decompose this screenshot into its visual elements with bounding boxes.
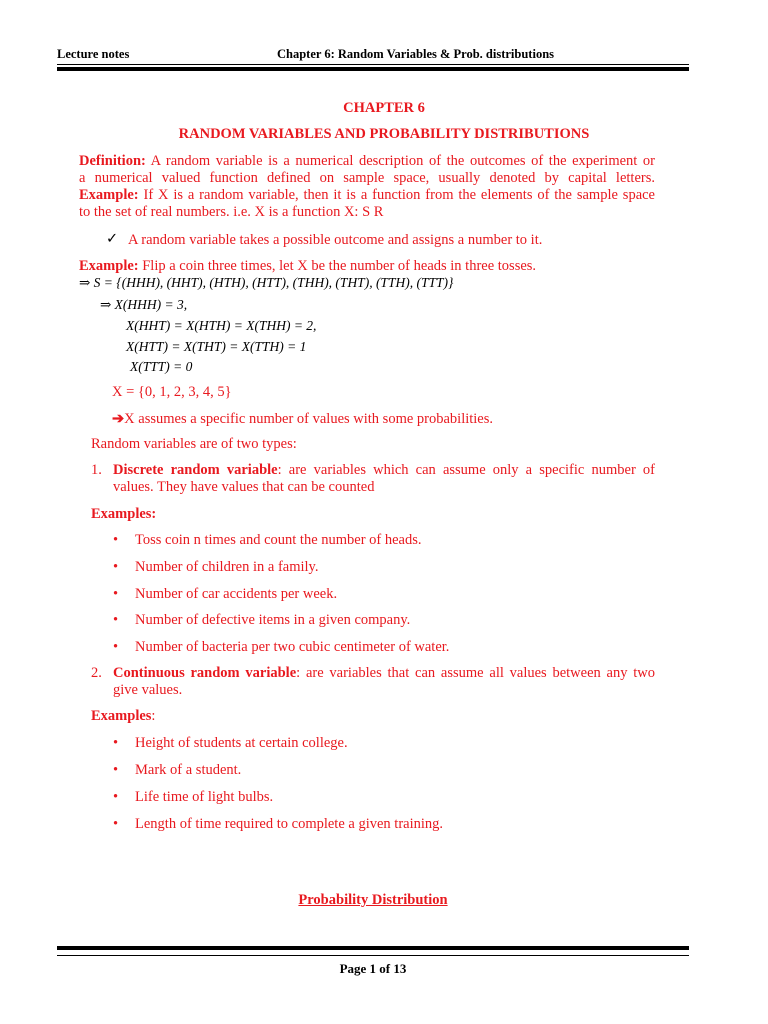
list-item: • Height of students at certain college. bbox=[135, 735, 348, 752]
discrete-examples-heading: Examples: bbox=[91, 506, 157, 522]
continuous-line-1: Continuous random variable: are variables that can assume all values between any two bbox=[113, 665, 655, 681]
chapter-title: RANDOM VARIABLES AND PROBABILITY DISTRIBUTIONS bbox=[178, 126, 590, 142]
list-item: • Number of car accidents per week. bbox=[135, 586, 337, 603]
right-arrow-icon: ➔ bbox=[112, 411, 125, 427]
footer-rule-thick bbox=[57, 946, 689, 950]
equation-hhh: ⇒ X(HHH) = 3, bbox=[100, 297, 188, 312]
list-item: • Number of children in a family. bbox=[135, 559, 318, 576]
continuous-line-2: give values. bbox=[113, 682, 183, 698]
example1-label: Example: bbox=[79, 187, 139, 203]
types-intro: Random variables are of two types: bbox=[91, 436, 297, 452]
list-item: • Number of defective items in a given company. bbox=[135, 612, 410, 629]
list-item: • Number of bacteria per two cubic centimeter of water. bbox=[135, 639, 449, 656]
check-icon: ✓ bbox=[106, 231, 119, 247]
header-chapter-title: Chapter 6: Random Variables & Prob. distributions bbox=[277, 47, 555, 61]
example2-label: Example: bbox=[79, 258, 139, 274]
check-note-text: A random variable takes a possible outcome and assigns a number to it. bbox=[128, 232, 543, 248]
list-item: • Mark of a student. bbox=[135, 762, 241, 779]
example1-line-2: to the set of real numbers. i.e. X is a function X: S R bbox=[79, 204, 384, 220]
continuous-examples-heading: Examples: bbox=[91, 708, 156, 724]
equation-two-heads: X(HHT) = X(HTH) = X(THH) = 2, bbox=[126, 318, 317, 333]
discrete-line-2: values. They have values that can be counted bbox=[113, 479, 375, 495]
footer-rule-thin bbox=[57, 955, 689, 956]
definition-line-1: Definition: A random variable is a numerical description of the outcomes of the experiment or bbox=[79, 153, 655, 169]
x-assumes-line: ➔X assumes a specific number of values with some probabilities. bbox=[112, 411, 494, 427]
header-rule-thick bbox=[57, 67, 689, 71]
list-item: • Length of time required to complete a given training. bbox=[135, 816, 443, 833]
x-values-set: X = {0, 1, 2, 3, 4, 5} bbox=[112, 384, 232, 400]
page-number: Page 1 of 13 bbox=[339, 961, 407, 976]
definition-label: Definition: bbox=[79, 153, 146, 169]
discrete-line-1: Discrete random variable: are variables which can assume only a specific number of bbox=[113, 462, 655, 478]
discrete-label: Discrete random variable bbox=[113, 462, 278, 478]
list-item: • Toss coin n times and count the number of heads. bbox=[135, 532, 422, 549]
equation-one-head: X(HTT) = X(THT) = X(TTH) = 1 bbox=[126, 339, 307, 354]
continuous-label: Continuous random variable bbox=[113, 665, 297, 681]
equation-ttt: X(TTT) = 0 bbox=[130, 359, 193, 374]
list-item: • Life time of light bulbs. bbox=[135, 789, 273, 806]
sample-space-equation: ⇒ S = {(HHH), (HHT), (HTH), (HTT), (THH), (THT), (TTH), (TTT)} bbox=[79, 275, 454, 290]
header-rule-thin bbox=[57, 64, 689, 65]
section-heading: Probability Distribution bbox=[298, 892, 448, 908]
continuous-number: 2. bbox=[91, 665, 102, 681]
header-left: Lecture notes bbox=[57, 47, 130, 61]
example1-line-1: Example: If X is a random variable, then it is a function from the elements of the sample space bbox=[79, 187, 655, 203]
definition-line-2: a numerical valued function defined on sample space, usually denoted by capital letters. bbox=[79, 170, 655, 186]
example2-line: Example: Flip a coin three times, let X be the number of heads in three tosses. bbox=[79, 258, 537, 274]
discrete-number: 1. bbox=[91, 462, 102, 478]
chapter-number: CHAPTER 6 bbox=[343, 100, 425, 116]
